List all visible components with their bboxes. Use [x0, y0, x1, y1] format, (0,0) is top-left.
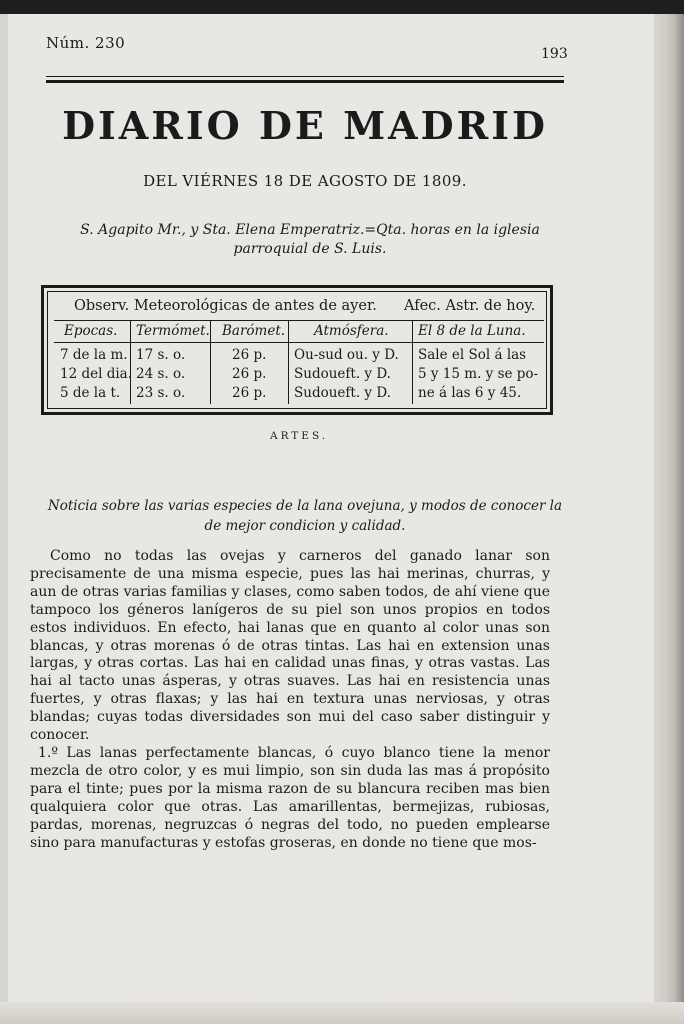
column-divider	[210, 320, 211, 404]
epoca-cell: 5 de la t.	[60, 385, 121, 401]
issue-number: Núm. 230	[46, 34, 126, 52]
barometro-cell: 26 p.	[232, 385, 267, 401]
column-divider	[130, 320, 131, 404]
article-paragraph: Como no todas las ovejas y carneros del ganado lanar son precisamente de una misma especie, pues las hai merinas, churras, y aun de otras varias familias y clases, como saben todos, de ahí viene que tampoco los géneros lanígeros de su piel son unos propios en todos estos individuos. En efecto, hai lanas que en quanto al color unas son blancas, y otras morenas ó de otras tintas. Las hai en extension unas largas, y otras cortas. Las hai en calidad unas finas, y otras vastas. Las hai al tacto unas ásperas, y otras suaves. Las hai en resistencia unas fuertes, y otras flaxas; y las hai en textura unas nerviosas, y otras blandas; cuyas todas diversidades son mui del caso saber distinguir y conocer.	[30, 548, 550, 744]
box-divider-1	[54, 320, 544, 321]
newspaper-title: DIARIO DE MADRID	[62, 103, 548, 148]
page-left-margin	[0, 14, 8, 1024]
termometro-cell: 17 s. o.	[136, 347, 186, 363]
astro-line: ne á las 6 y 45.	[418, 385, 522, 401]
termometro-cell: 23 s. o.	[136, 385, 186, 401]
header-rule-top	[46, 76, 564, 77]
article-heading: Noticia sobre las varias especies de la lana ovejuna, y modos de conocer la de mejor condicion y calidad.	[47, 498, 563, 534]
weather-heading: Observ. Meteorológicas de antes de ayer.	[74, 298, 377, 314]
page-number: 193	[541, 46, 568, 62]
page-binding-edge	[654, 14, 684, 1024]
article-body	[30, 548, 550, 852]
termometro-cell: 24 s. o.	[136, 366, 186, 382]
atmosfera-cell: Sudoueft. y D.	[294, 366, 391, 382]
barometro-cell: 26 p.	[232, 347, 267, 363]
weather-observations-box	[41, 285, 553, 415]
scan-top-border	[0, 0, 684, 14]
barometro-cell: 26 p.	[232, 366, 267, 382]
column-header-luna: El 8 de la Luna.	[418, 323, 526, 339]
column-header-termometro: Termómet.	[136, 323, 210, 339]
page-bottom-edge	[0, 1002, 684, 1024]
section-label: ARTES.	[270, 430, 329, 442]
astro-line: 5 y 15 m. y se po-	[418, 366, 539, 382]
box-divider-2	[54, 342, 544, 343]
epoca-cell: 7 de la m.	[60, 347, 128, 363]
saints-of-the-day: S. Agapito Mr., y Sta. Elena Emperatriz.=Qta. horas en la iglesia parroquial de S. Luis.	[80, 222, 540, 257]
header-rule-thick	[46, 80, 564, 83]
atmosfera-cell: Ou-sud ou. y D.	[294, 347, 399, 363]
astro-line: Sale el Sol á las	[418, 347, 527, 363]
epoca-cell: 12 del dia.	[60, 366, 133, 382]
atmosfera-cell: Sudoueft. y D.	[294, 385, 391, 401]
article-paragraph: 1.º Las lanas perfectamente blancas, ó cuyo blanco tiene la menor mezcla de otro color, y es mui limpio, son sin duda las mas á propósito para el tinte; pues por la misma razon de su blancura reciben mas bien qualquiera color que otras. Las amarillentas, bermejizas, rubiosas, pardas, morenas, negruzcas ó negras del todo, no pueden emplearse sino para manufacturas y estofas groseras, en donde no tiene que mos-	[30, 744, 550, 851]
date-line: DEL VIÉRNES 18 DE AGOSTO DE 1809.	[143, 172, 467, 190]
column-header-epocas: Epocas.	[64, 323, 118, 339]
astro-heading: Afec. Astr. de hoy.	[404, 298, 536, 314]
column-header-barometro: Barómet.	[222, 323, 286, 339]
column-header-atmosfera: Atmósfera.	[314, 323, 389, 339]
column-divider	[412, 320, 413, 404]
column-divider	[288, 320, 289, 404]
